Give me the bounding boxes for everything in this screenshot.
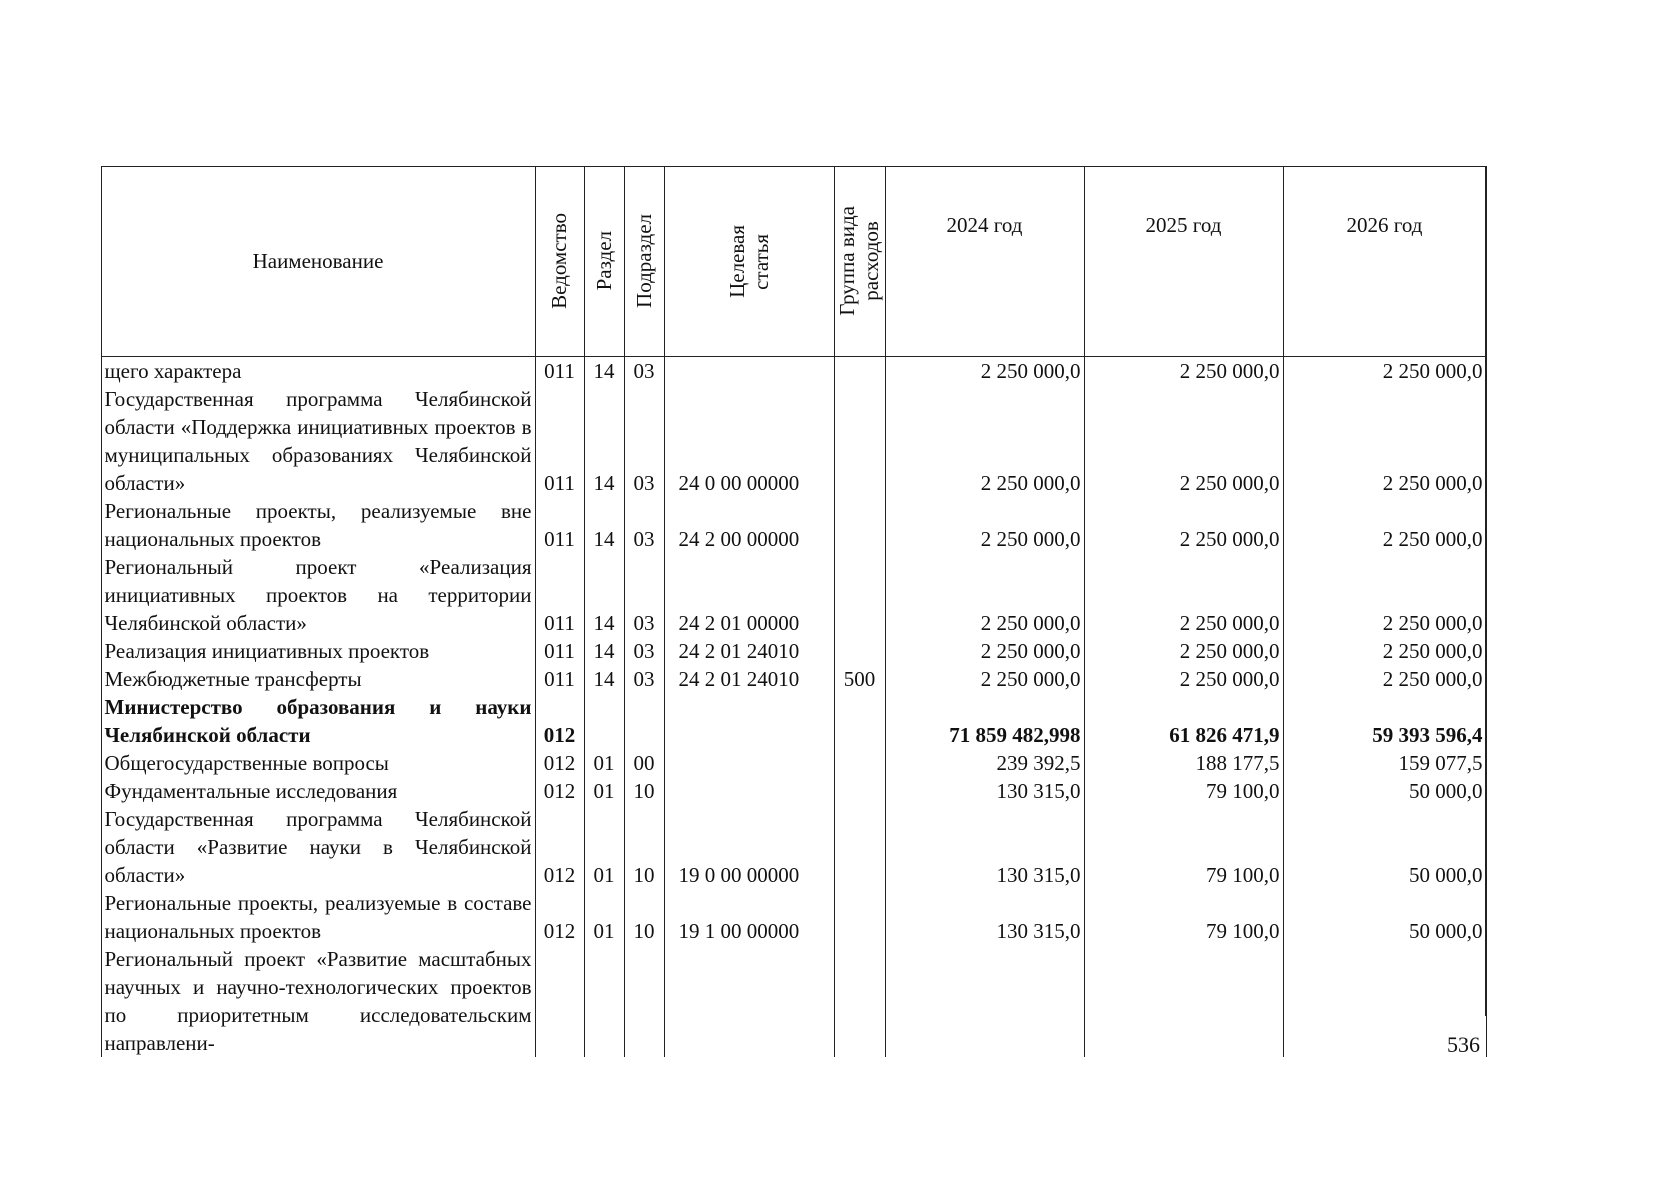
cell-celevaya <box>664 693 834 749</box>
table-row <box>101 665 1486 693</box>
cell-vedomstvo: 011 <box>535 356 584 385</box>
cell-name: Реализация инициативных проектов <box>101 637 535 665</box>
cell-gruppa: 500 <box>834 665 885 693</box>
cell-podrazdel: 03 <box>624 497 664 553</box>
cell-2024: 2 250 000,0 <box>885 356 1084 385</box>
cell-celevaya: 24 2 01 24010 <box>664 637 834 665</box>
cell-vedomstvo: 011 <box>535 553 584 637</box>
cell-vedomstvo <box>535 945 584 1057</box>
table-row <box>101 889 1486 945</box>
table-row <box>101 553 1486 637</box>
cell-gruppa <box>834 497 885 553</box>
table-row <box>101 693 1486 749</box>
header-vedomstvo <box>535 166 584 356</box>
cell-podrazdel: 03 <box>624 553 664 637</box>
header-celevaya-label: Целевая статья <box>724 224 773 298</box>
cell-gruppa <box>834 945 885 1057</box>
cell-2026: 2 250 000,0 <box>1283 385 1486 497</box>
cell-name: Общегосударственные вопросы <box>101 749 535 777</box>
cell-razdel: 01 <box>584 777 624 805</box>
cell-vedomstvo: 012 <box>535 693 584 749</box>
cell-vedomstvo: 011 <box>535 497 584 553</box>
cell-gruppa <box>834 749 885 777</box>
cell-gruppa <box>834 356 885 385</box>
cell-vedomstvo: 011 <box>535 665 584 693</box>
cell-2025: 2 250 000,0 <box>1084 356 1283 385</box>
cell-gruppa <box>834 693 885 749</box>
header-celevaya <box>664 166 834 356</box>
table-row <box>101 945 1486 1057</box>
header-gruppa-label: Группа вида расходов <box>835 206 884 316</box>
cell-podrazdel: 10 <box>624 889 664 945</box>
cell-razdel: 01 <box>584 749 624 777</box>
cell-2026: 2 250 000,0 <box>1283 553 1486 637</box>
header-podrazdel-label: Подраздел <box>631 214 656 308</box>
header-podrazdel <box>624 166 664 356</box>
cell-razdel: 14 <box>584 356 624 385</box>
cell-podrazdel: 10 <box>624 777 664 805</box>
cell-gruppa <box>834 777 885 805</box>
cell-celevaya: 24 2 00 00000 <box>664 497 834 553</box>
header-gruppa <box>834 166 885 356</box>
cell-2025: 61 826 471,9 <box>1084 693 1283 749</box>
cell-2026: 2 250 000,0 <box>1283 356 1486 385</box>
cell-celevaya: 24 0 00 00000 <box>664 385 834 497</box>
cell-podrazdel: 03 <box>624 385 664 497</box>
cell-podrazdel: 03 <box>624 637 664 665</box>
cell-2026: 50 000,0 <box>1283 805 1486 889</box>
cell-razdel <box>584 945 624 1057</box>
cell-2026: 50 000,0 <box>1283 777 1486 805</box>
cell-2024: 2 250 000,0 <box>885 385 1084 497</box>
cell-podrazdel: 03 <box>624 356 664 385</box>
cell-gruppa <box>834 385 885 497</box>
cell-podrazdel <box>624 945 664 1057</box>
cell-2025: 2 250 000,0 <box>1084 665 1283 693</box>
cell-2025: 79 100,0 <box>1084 777 1283 805</box>
table-body <box>101 356 1486 1057</box>
cell-celevaya <box>664 945 834 1057</box>
cell-razdel: 01 <box>584 889 624 945</box>
cell-razdel: 14 <box>584 385 624 497</box>
table-row <box>101 805 1486 889</box>
cell-name: Фундаментальные исследования <box>101 777 535 805</box>
cell-2025: 2 250 000,0 <box>1084 637 1283 665</box>
cell-name: Министерство образования и науки Челябинской области <box>101 693 535 749</box>
cell-2024: 130 315,0 <box>885 805 1084 889</box>
cell-2026: 2 250 000,0 <box>1283 637 1486 665</box>
cell-razdel: 14 <box>584 497 624 553</box>
cell-celevaya: 24 2 01 00000 <box>664 553 834 637</box>
cell-2025: 79 100,0 <box>1084 805 1283 889</box>
cell-2026: 159 077,5 <box>1283 749 1486 777</box>
cell-name: Региональные проекты, реализуемые вне национальных проектов <box>101 497 535 553</box>
cell-2024: 130 315,0 <box>885 889 1084 945</box>
cell-vedomstvo: 012 <box>535 805 584 889</box>
cell-2026: 2 250 000,0 <box>1283 497 1486 553</box>
table-row <box>101 385 1486 497</box>
cell-2026: 50 000,0 <box>1283 889 1486 945</box>
cell-razdel: 14 <box>584 665 624 693</box>
cell-celevaya: 19 1 00 00000 <box>664 889 834 945</box>
cell-gruppa <box>834 805 885 889</box>
table-row <box>101 777 1486 805</box>
cell-2024: 2 250 000,0 <box>885 665 1084 693</box>
cell-gruppa <box>834 637 885 665</box>
cell-celevaya <box>664 356 834 385</box>
table-row <box>101 637 1486 665</box>
cell-2024: 2 250 000,0 <box>885 497 1084 553</box>
cell-vedomstvo: 011 <box>535 637 584 665</box>
cell-2025: 79 100,0 <box>1084 889 1283 945</box>
header-name: Наименование <box>101 166 535 356</box>
cell-2025 <box>1084 945 1283 1057</box>
cell-razdel: 14 <box>584 637 624 665</box>
cell-vedomstvo: 011 <box>535 385 584 497</box>
cell-celevaya <box>664 749 834 777</box>
cell-podrazdel: 00 <box>624 749 664 777</box>
cell-celevaya: 24 2 01 24010 <box>664 665 834 693</box>
cell-celevaya: 19 0 00 00000 <box>664 805 834 889</box>
header-razdel <box>584 166 624 356</box>
header-2024: 2024 год <box>885 166 1084 356</box>
cell-2024: 130 315,0 <box>885 777 1084 805</box>
cell-2024 <box>885 945 1084 1057</box>
header-razdel-label: Раздел <box>591 231 616 291</box>
cell-2024: 2 250 000,0 <box>885 553 1084 637</box>
cell-2024: 71 859 482,998 <box>885 693 1084 749</box>
cell-name: Региональные проекты, реализуемые в составе национальных проектов <box>101 889 535 945</box>
cell-celevaya <box>664 777 834 805</box>
cell-gruppa <box>834 553 885 637</box>
cell-name: Региональный проект «Реализация инициативных проектов на территории Челябинской области» <box>101 553 535 637</box>
cell-podrazdel: 10 <box>624 805 664 889</box>
cell-name: Государственная программа Челябинской области «Поддержка инициативных проектов в муниципальных образованиях Челябинской области» <box>101 385 535 497</box>
table-row <box>101 356 1486 385</box>
cell-podrazdel <box>624 693 664 749</box>
budget-table <box>101 166 1487 1057</box>
cell-name: Межбюджетные трансферты <box>101 665 535 693</box>
cell-podrazdel: 03 <box>624 665 664 693</box>
cell-2025: 2 250 000,0 <box>1084 497 1283 553</box>
table-row <box>101 749 1486 777</box>
cell-vedomstvo: 012 <box>535 889 584 945</box>
cell-name: Региональный проект «Развитие масштабных научных и научно-технологических проектов по приоритетным исследовательским направлени- <box>101 945 535 1057</box>
cell-name: Государственная программа Челябинской области «Развитие науки в Челябинской области» <box>101 805 535 889</box>
cell-name: щего характера <box>101 356 535 385</box>
cell-2026: 59 393 596,4 <box>1283 693 1486 749</box>
cell-2024: 2 250 000,0 <box>885 637 1084 665</box>
cell-2025: 2 250 000,0 <box>1084 385 1283 497</box>
cell-razdel: 14 <box>584 553 624 637</box>
header-2025: 2025 год <box>1084 166 1283 356</box>
header-vedomstvo-label: Ведомство <box>547 213 572 309</box>
cell-2025: 2 250 000,0 <box>1084 553 1283 637</box>
page-number: 536 <box>1447 1032 1480 1057</box>
cell-razdel: 01 <box>584 805 624 889</box>
cell-2025: 188 177,5 <box>1084 749 1283 777</box>
cell-vedomstvo: 012 <box>535 749 584 777</box>
cell-gruppa <box>834 889 885 945</box>
cell-razdel <box>584 693 624 749</box>
cell-2026: 2 250 000,0 <box>1283 665 1486 693</box>
table-header <box>101 166 1486 356</box>
cell-vedomstvo: 012 <box>535 777 584 805</box>
cell-2024: 239 392,5 <box>885 749 1084 777</box>
header-2026: 2026 год <box>1283 166 1486 356</box>
table-row <box>101 497 1486 553</box>
